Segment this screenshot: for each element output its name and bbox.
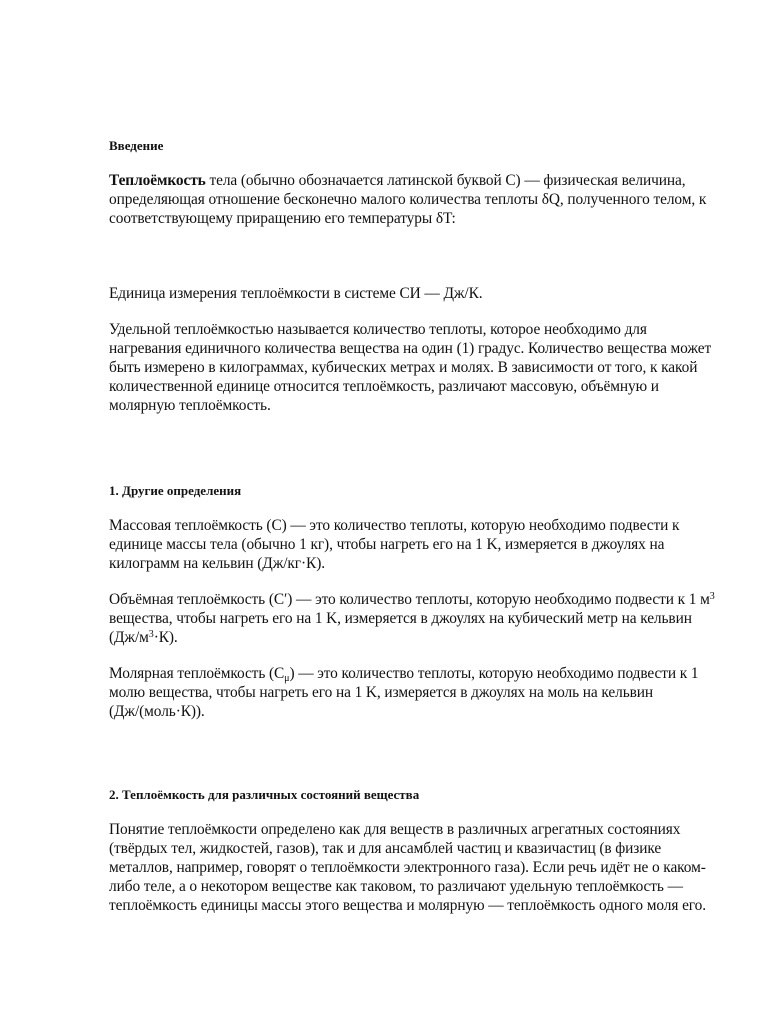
document-body — [109, 138, 719, 915]
cubic-superscript-2: 3 — [148, 629, 154, 640]
section2-heading: 2. Теплоёмкость для различных состояний вещества — [109, 787, 420, 802]
intro-definition-paragraph — [109, 171, 719, 228]
term-heat-capacity: Теплоёмкость — [109, 172, 206, 189]
volume-text-c: ·К). — [153, 629, 178, 646]
specific-heat-paragraph: Удельной теплоёмкостью называется количество теплоты, которое необходимо для нагревания единичного количества вещества на один (1) градус. Количество вещества может быть измерено в килограммах, кубических метрах и молях. В зависимости от того, к какой количественной единице относится теплоёмкость, различают массовую, объёмную и молярную теплоёмкость. — [109, 321, 712, 414]
molar-text-b: ) — это количество теплоты, которую необходимо подвести к 1 молю вещества, чтобы нагреть его на 1 K, измеряется в джоулях на моль на кельвин (Дж/(моль·К)). — [109, 665, 699, 720]
mu-subscript: μ — [284, 673, 290, 684]
mass-heat-paragraph: Массовая теплоёмкость (С) — это количество теплоты, которую необходимо подвести к единице массы тела (обычно 1 кг), чтобы нагреть его на 1 K, измеряется в джоулях на килограмм на кельвин (Дж/кг·К). — [109, 517, 680, 572]
molar-heat-paragraph — [109, 664, 719, 721]
states-paragraph: Понятие теплоёмкости определено как для веществ в различных агрегатных состояниях (твёрдых тел, жидкостей, газов), так и для ансамблей частиц и квазичастиц (в физике металлов, например, говорят о теплоёмкости электронного газа). Если речь идёт не о каком-либо теле, а о некотором веществе как таковом, то различают удельную теплоёмкость — теплоёмкость единицы массы этого вещества и молярную — теплоёмкость одного моля его. — [109, 821, 706, 914]
molar-text-a: Молярная теплоёмкость (C — [109, 665, 285, 682]
definition-text: тела (обычно обозначается латинской буквой C) — физическая величина, определяющая отношение бесконечно малого количества теплоты δQ, полученного телом, к соответствующему приращению его температуры δT: — [109, 172, 707, 227]
volume-heat-paragraph — [109, 590, 719, 647]
section1-heading: 1. Другие определения — [109, 483, 242, 498]
cubic-superscript: 3 — [709, 591, 715, 602]
intro-heading: Введение — [109, 138, 164, 153]
si-unit-paragraph: Единица измерения теплоёмкости в системе СИ — Дж/К. — [109, 285, 483, 302]
volume-text-a: Объёмная теплоёмкость (С′) — это количество теплоты, которую необходимо подвести к 1 м — [109, 591, 710, 608]
volume-text-b: вещества, чтобы нагреть его на 1 K, измеряется в джоулях на кубический метр на кельвин (Дж/м — [109, 610, 692, 646]
